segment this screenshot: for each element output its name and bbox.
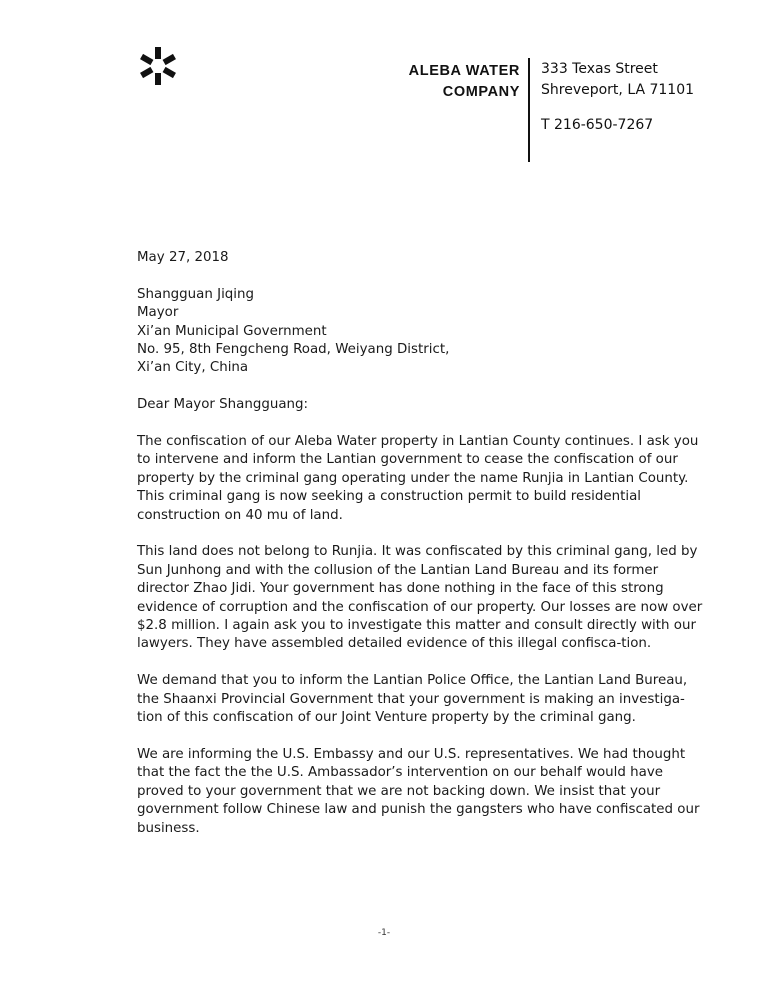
page-number: -1- [377, 928, 391, 938]
letter-date: May 27, 2018 [137, 250, 229, 265]
company-name-line1: ALEBA WATER [408, 63, 520, 79]
asterisk-logo-icon [136, 44, 180, 88]
recipient-title: Mayor [137, 305, 179, 321]
header-divider [528, 58, 530, 162]
recipient-name: Shangguan Jiqing [137, 286, 254, 302]
company-name-line2: COMPANY [442, 84, 520, 100]
recipient-organization: Xi’an Municipal Government [137, 323, 327, 339]
recipient-street: No. 95, 8th Fengcheng Road, Weiyang District, [137, 342, 450, 358]
company-address [541, 59, 694, 136]
letter-body [137, 249, 705, 856]
phone-number: T 216-650-7267 [541, 117, 654, 133]
company-name [409, 61, 520, 103]
recipient-city: Xi’an City, China [137, 360, 249, 376]
recipient-block [137, 286, 705, 378]
body-paragraph: This land does not belong to Runjia. It was confiscated by this criminal gang, led by Sun Junhong and with the collusion of the Lantian Land Bureau and its former director Zhao Jidi. Your government has done nothing in the face of this strong evidence of corruption and the confiscation of our property. Our losses are now over $2.8 million. I again ask you to investigate this matter and consult directly with our lawyers. They have assembled detailed evidence of this illegal confisca-tion. [137, 544, 703, 652]
salutation: Dear Mayor Shangguang: [137, 397, 309, 413]
address-city: Shreveport, LA 71101 [541, 82, 695, 98]
body-paragraph: We are informing the U.S. Embassy and our U.S. representatives. We had thought that the fact the the U.S. Ambassador’s intervention on our behalf would have proved to your government that we are not backing down. We insist that your government follow Chinese law and punish the gangsters who have confiscated our business. [137, 746, 700, 836]
body-paragraph: We demand that you to inform the Lantian Police Office, the Lantian Land Bureau, the Shaanxi Provincial Government that your government is making an investiga-tion of this confiscation of our Joint Venture property by the criminal gang. [137, 673, 688, 726]
address-street: 333 Texas Street [541, 61, 658, 77]
body-paragraph: The confiscation of our Aleba Water property in Lantian County continues. I ask you to intervene and inform the Lantian government to cease the confiscation of our property by the criminal gang operating under the name Runjia in Lantian County. This criminal gang is now seeking a construction permit to build residential construction on 40 mu of land. [137, 434, 699, 523]
